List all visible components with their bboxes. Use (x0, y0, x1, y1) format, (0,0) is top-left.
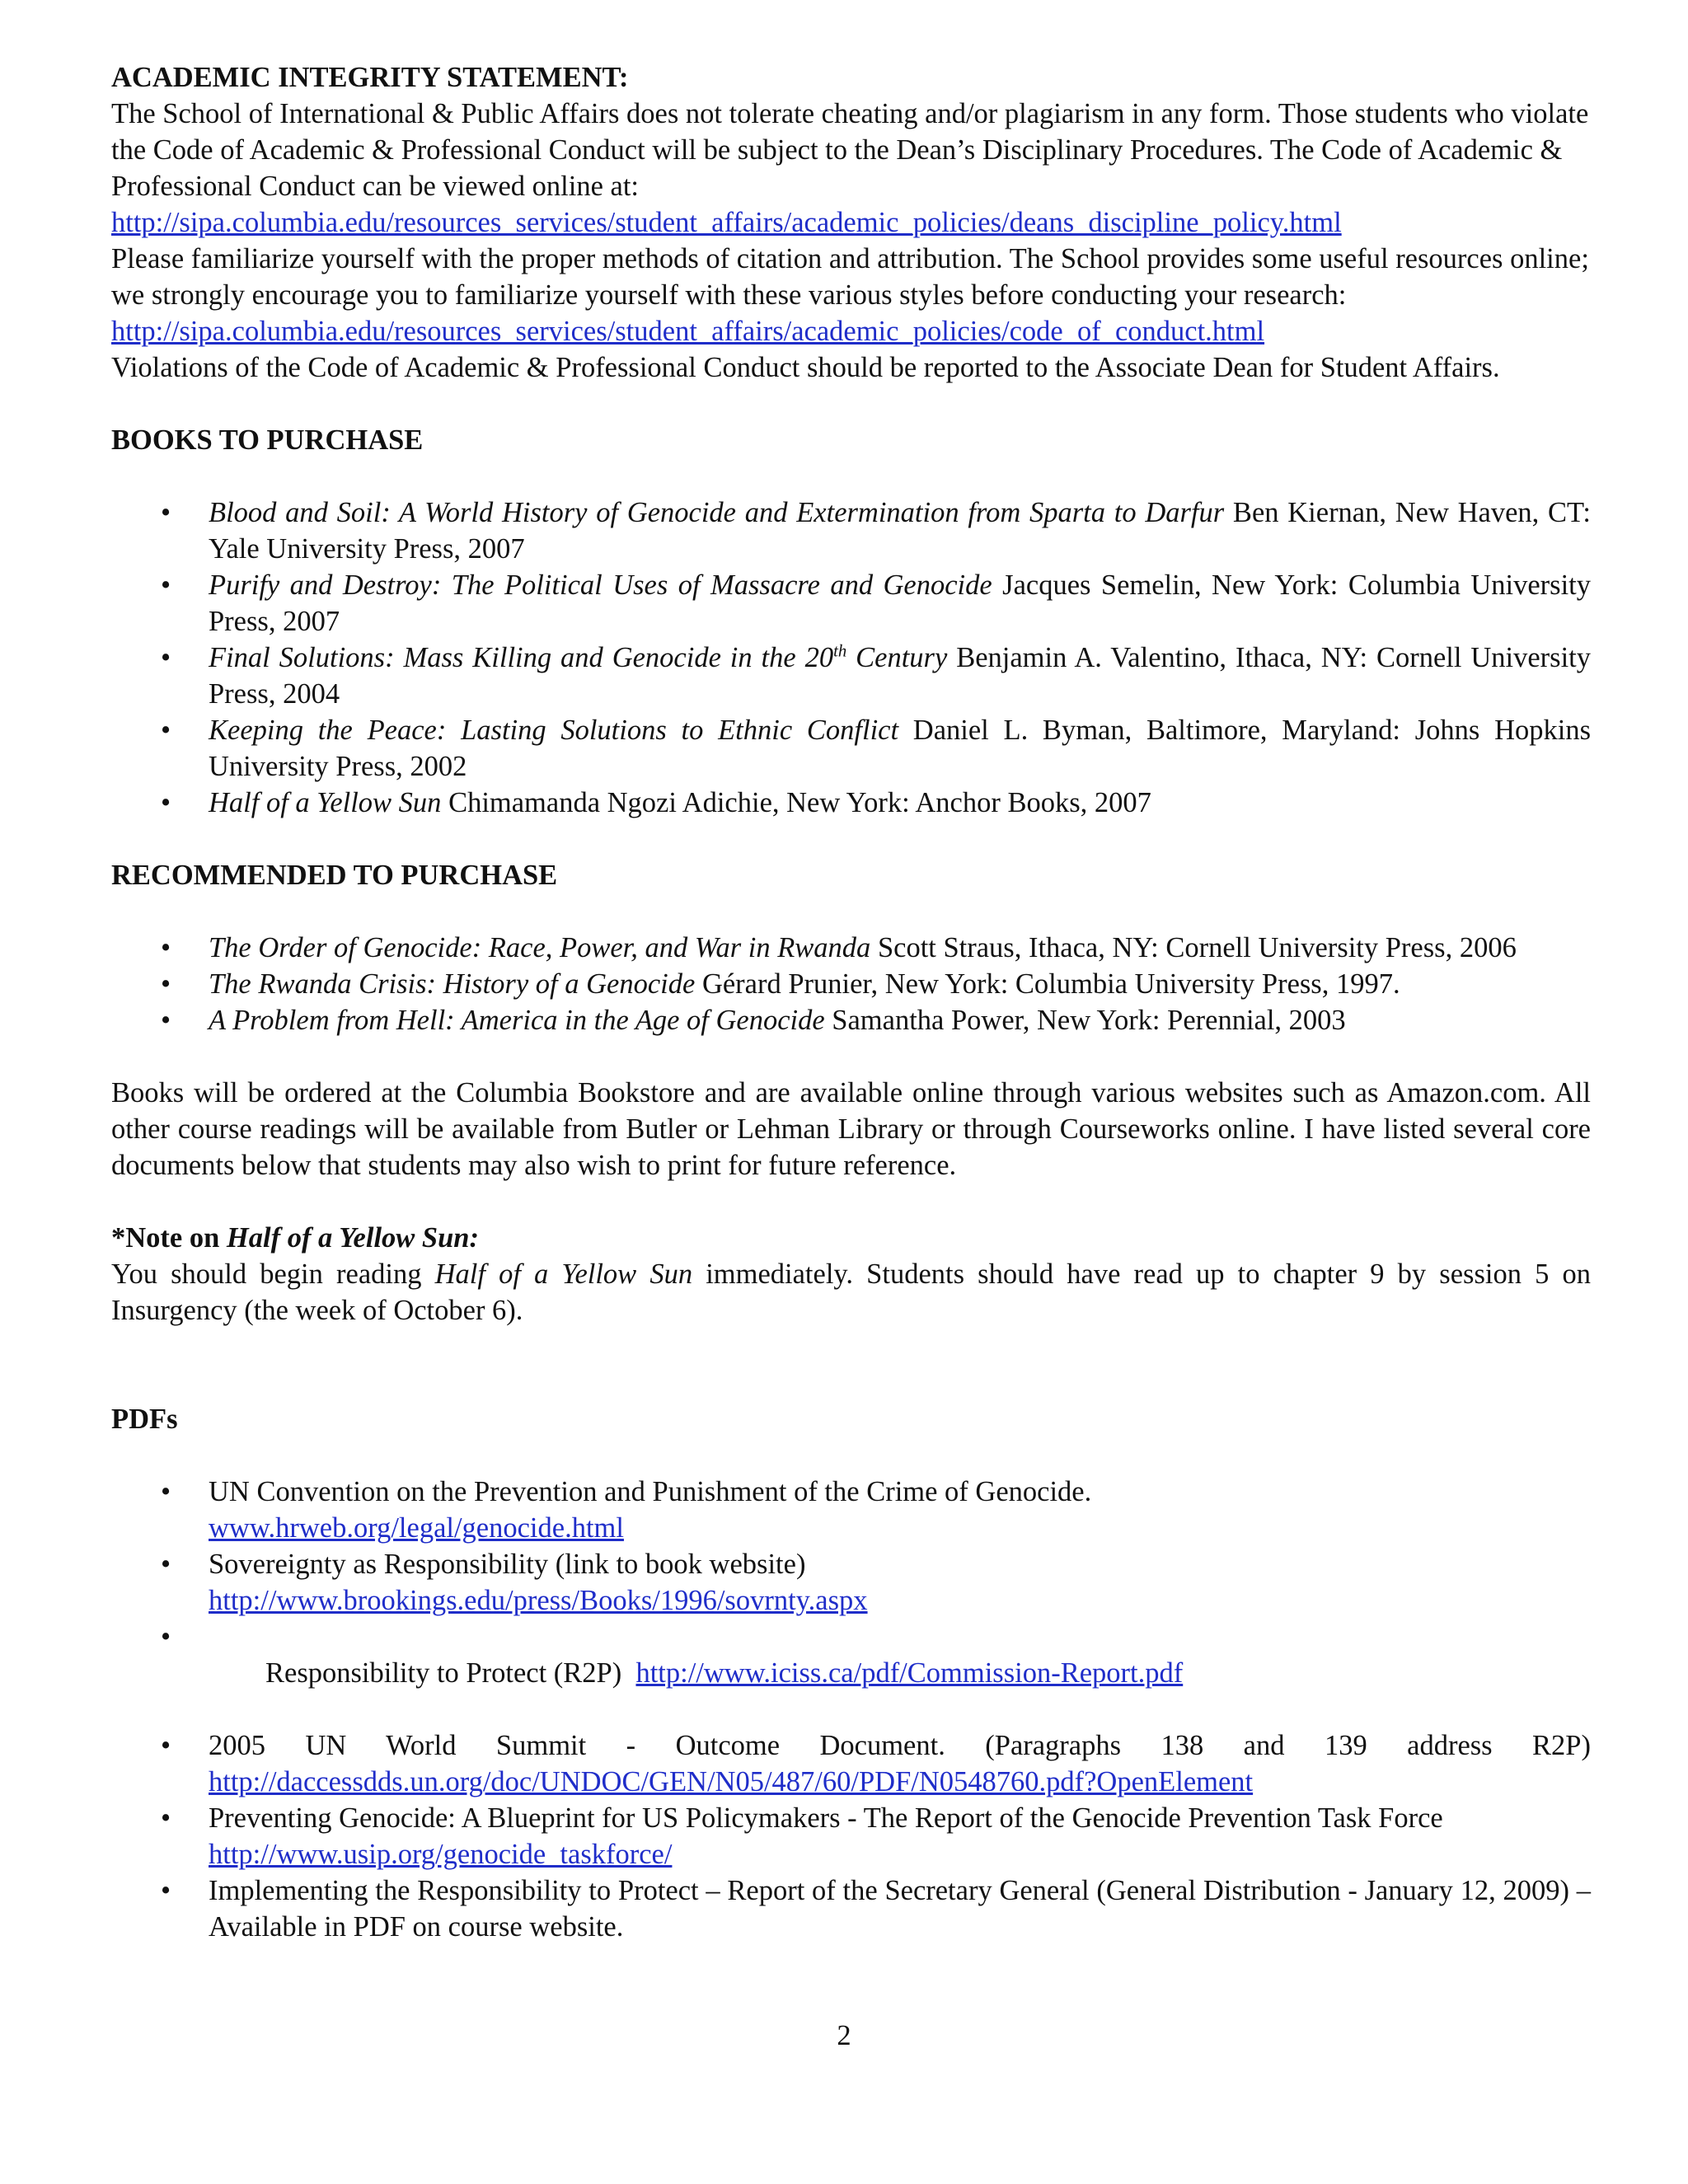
book-details: Chimamanda Ngozi Adichie, New York: Anchor Books, 2007 (441, 787, 1151, 818)
bullet-icon: • (161, 1549, 171, 1580)
note-text-title: Half of a Yellow Sun (434, 1258, 693, 1290)
list-item (111, 1546, 1591, 1619)
book-title-part-b: Century (846, 642, 948, 673)
bullet-icon: • (161, 1802, 171, 1834)
list-item (111, 930, 1591, 966)
note-heading-title: Half of a Yellow Sun: (226, 1222, 479, 1254)
recommended-list (111, 930, 1591, 1038)
bullet-icon: • (161, 569, 171, 601)
pdf-description: Preventing Genocide: A Blueprint for US Policymakers - The Report of the Genocide Prevention Task Force (209, 1802, 1443, 1834)
bullet-icon: • (161, 787, 171, 818)
note-text-a: You should begin reading (111, 1258, 435, 1290)
book-details: Samantha Power, New York: Perennial, 2003 (824, 1005, 1346, 1036)
list-item (111, 567, 1591, 640)
list-item (111, 1619, 1591, 1727)
genocide-convention-link[interactable]: www.hrweb.org/legal/genocide.html (209, 1512, 624, 1544)
book-title: Keeping the Peace: Lasting Solutions to Ethnic Conflict (209, 715, 899, 746)
note-heading-prefix: *Note on (111, 1222, 227, 1254)
note-heading (111, 1220, 1591, 1256)
list-item (111, 1727, 1591, 1800)
note-text-b: immediately. Students should have read up to chapter 9 by session 5 on Insurgency (the week of October 6). (111, 1258, 1591, 1326)
section-heading-books: BOOKS TO PURCHASE (111, 424, 424, 456)
book-title-part-a: Final Solutions: Mass Killing and Genocide in the 20 (209, 642, 834, 673)
book-title (209, 642, 947, 673)
bullet-icon: • (161, 1476, 171, 1507)
section-heading-academic-integrity: ACADEMIC INTEGRITY STATEMENT: (111, 62, 629, 93)
pdf-description: 2005 UN World Summit - Outcome Document. (Paragraphs 138 and 139 address R2P) (209, 1730, 1591, 1761)
document-page (111, 59, 1591, 1945)
section-heading-recommended: RECOMMENDED TO PURCHASE (111, 860, 558, 891)
book-details: Benjamin A. Valentino, Ithaca, NY: Cornell University Press, 2004 (209, 642, 1591, 710)
list-item (111, 640, 1591, 712)
integrity-paragraph-2: Please familiarize yourself with the proper methods of citation and attribution. The School provides some useful resources online; we strongly encourage you to familiarize yourself with these various styles before conducting your research: (111, 243, 1589, 311)
world-summit-outcome-link[interactable]: http://daccessdds.un.org/doc/UNDOC/GEN/N05/487/60/PDF/N0548760.pdf?OpenElement (209, 1766, 1254, 1797)
recommended-section (111, 857, 1591, 1038)
ordering-paragraph: Books will be ordered at the Columbia Bookstore and are available online through various websites such as Amazon.com. All other course readings will be available from Butler or Lehman Library or through Courseworks online. I have listed several core documents below that students may also wish to print for future reference. (111, 1077, 1591, 1181)
book-details: Ben Kiernan, New Haven, CT: Yale University Press, 2007 (209, 497, 1591, 565)
bullet-icon: • (161, 497, 171, 528)
list-item (111, 1002, 1591, 1038)
list-item (111, 785, 1591, 821)
book-details: Daniel L. Byman, Baltimore, Maryland: Johns Hopkins University Press, 2002 (209, 715, 1591, 782)
bullet-icon: • (161, 968, 171, 1000)
list-item (111, 1872, 1591, 1945)
discipline-policy-link[interactable]: http://sipa.columbia.edu/resources_services/student_affairs/academic_policies/deans_discipline_policy.html (111, 207, 1342, 238)
section-heading-pdfs: PDFs (111, 1404, 178, 1435)
book-details: Gérard Prunier, New York: Columbia University Press, 1997. (695, 968, 1400, 1000)
book-title: A Problem from Hell: America in the Age of Genocide (209, 1005, 825, 1036)
genocide-taskforce-link[interactable]: http://www.usip.org/genocide_taskforce/ (209, 1839, 673, 1870)
list-item (111, 712, 1591, 785)
list-item (111, 494, 1591, 567)
r2p-commission-report-link[interactable]: http://www.iciss.ca/pdf/Commission-Report.pdf (635, 1657, 1184, 1689)
bullet-icon: • (161, 642, 171, 673)
book-title: The Order of Genocide: Race, Power, and War in Rwanda (209, 932, 871, 963)
academic-integrity-section (111, 59, 1591, 386)
books-section (111, 422, 1591, 821)
integrity-paragraph-3: Violations of the Code of Academic & Professional Conduct should be reported to the Associate Dean for Student Affairs. (111, 352, 1500, 383)
book-title: Purify and Destroy: The Political Uses of Massacre and Genocide (209, 569, 992, 601)
pdf-description: Sovereignty as Responsibility (link to book website) (209, 1549, 806, 1580)
code-of-conduct-link[interactable]: http://sipa.columbia.edu/resources_services/student_affairs/academic_policies/code_of_conduct.html (111, 316, 1265, 347)
list-item (111, 966, 1591, 1002)
note-paragraph (111, 1256, 1591, 1329)
note-section (111, 1220, 1591, 1329)
pdf-description: Responsibility to Protect (R2P) (265, 1657, 636, 1689)
pdfs-list (111, 1474, 1591, 1945)
bullet-icon: • (161, 1875, 171, 1906)
bullet-icon: • (161, 1730, 171, 1761)
bullet-icon: • (161, 932, 171, 963)
pdf-description: UN Convention on the Prevention and Punishment of the Crime of Genocide. (209, 1476, 1092, 1507)
page-number: 2 (837, 2020, 851, 2051)
bullet-icon: • (161, 1005, 171, 1036)
book-title: The Rwanda Crisis: History of a Genocide (209, 968, 696, 1000)
pdfs-section (111, 1401, 1591, 1945)
sovereignty-book-link[interactable]: http://www.brookings.edu/press/Books/1996/sovrnty.aspx (209, 1585, 868, 1616)
bullet-icon: • (161, 1621, 171, 1652)
book-title-superscript: th (833, 642, 847, 661)
list-item (111, 1474, 1591, 1546)
book-title: Blood and Soil: A World History of Genocide and Extermination from Sparta to Darfur (209, 497, 1225, 528)
book-details: Jacques Semelin, New York: Columbia University Press, 2007 (209, 569, 1592, 637)
list-item (111, 1800, 1591, 1872)
book-details: Scott Straus, Ithaca, NY: Cornell University Press, 2006 (870, 932, 1517, 963)
books-list (111, 494, 1591, 821)
integrity-paragraph-1: The School of International & Public Affairs does not tolerate cheating and/or plagiarism in any form. Those students who violate the Code of Academic & Professional Conduct will be subject to the Dean’s Disciplinary Procedures. The Code of Academic & Professional Conduct can be viewed online at: (111, 98, 1589, 202)
pdf-description: Implementing the Responsibility to Protect – Report of the Secretary General (General Distribution - January 12, 2009) – Available in PDF on course website. (209, 1875, 1591, 1943)
bullet-icon: • (161, 715, 171, 746)
book-title: Half of a Yellow Sun (209, 787, 442, 818)
